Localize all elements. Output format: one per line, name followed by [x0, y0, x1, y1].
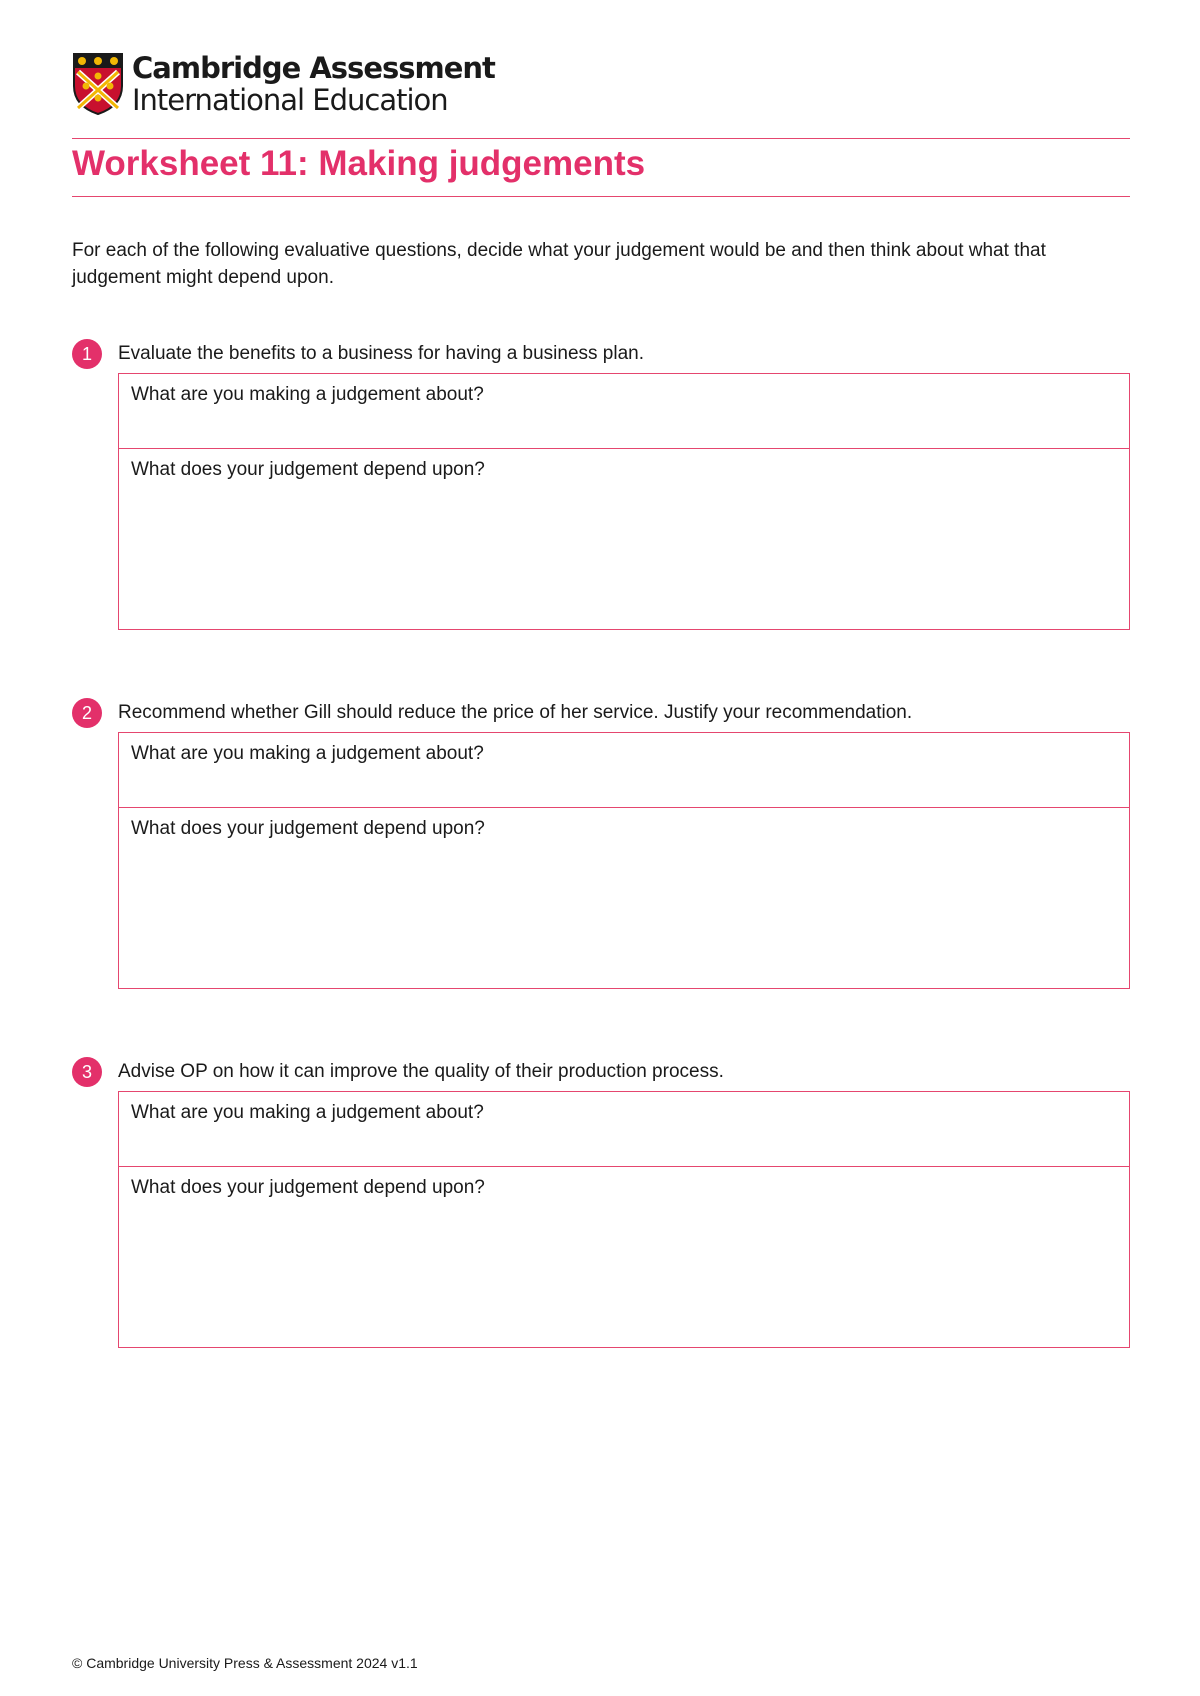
- judgement-depends-label: What does your judgement depend upon?: [131, 459, 485, 480]
- judgement-depends-cell[interactable]: [119, 808, 1129, 988]
- question-3: [72, 1057, 1130, 1198]
- judgement-depends-label: What does your judgement depend upon?: [131, 1177, 485, 1198]
- title-rule-top: [72, 138, 1130, 139]
- judgement-about-label: What are you making a judgement about?: [131, 384, 484, 405]
- answer-table: [118, 1091, 1130, 1348]
- question-text: Recommend whether Gill should reduce the price of her service. Justify your recommendation.: [118, 702, 913, 723]
- logo-line-2: International Education: [132, 83, 448, 117]
- question-number-badge: 2: [72, 698, 102, 728]
- logo-line-1: Cambridge Assessment: [132, 51, 495, 85]
- judgement-about-label: What are you making a judgement about?: [131, 1102, 484, 1123]
- judgement-about-cell[interactable]: [119, 374, 1129, 449]
- judgement-depends-label: What does your judgement depend upon?: [131, 818, 485, 839]
- answer-table: [118, 373, 1130, 630]
- answer-table: [118, 732, 1130, 989]
- judgement-depends-cell[interactable]: [119, 1167, 1129, 1347]
- question-text: Evaluate the benefits to a business for having a business plan.: [118, 343, 645, 364]
- question-number-badge: 1: [72, 339, 102, 369]
- page-title: Worksheet 11: Making judgements: [72, 144, 646, 183]
- question-text: Advise OP on how it can improve the quality of their production process.: [118, 1061, 724, 1082]
- logo: [72, 52, 495, 116]
- cambridge-crest-icon: [72, 52, 124, 116]
- judgement-depends-cell[interactable]: [119, 449, 1129, 629]
- intro-text: For each of the following evaluative questions, decide what your judgement would be and then think about what that judgement might depend upon.: [72, 240, 1046, 288]
- judgement-about-cell[interactable]: [119, 1092, 1129, 1167]
- title-rule-bottom: [72, 196, 1130, 197]
- question-2: [72, 698, 1130, 839]
- judgement-about-cell[interactable]: [119, 733, 1129, 808]
- question-1: [72, 339, 1130, 480]
- copyright-footer: © Cambridge University Press & Assessment 2024 v1.1: [72, 1655, 418, 1671]
- question-number-badge: 3: [72, 1057, 102, 1087]
- judgement-about-label: What are you making a judgement about?: [131, 743, 484, 764]
